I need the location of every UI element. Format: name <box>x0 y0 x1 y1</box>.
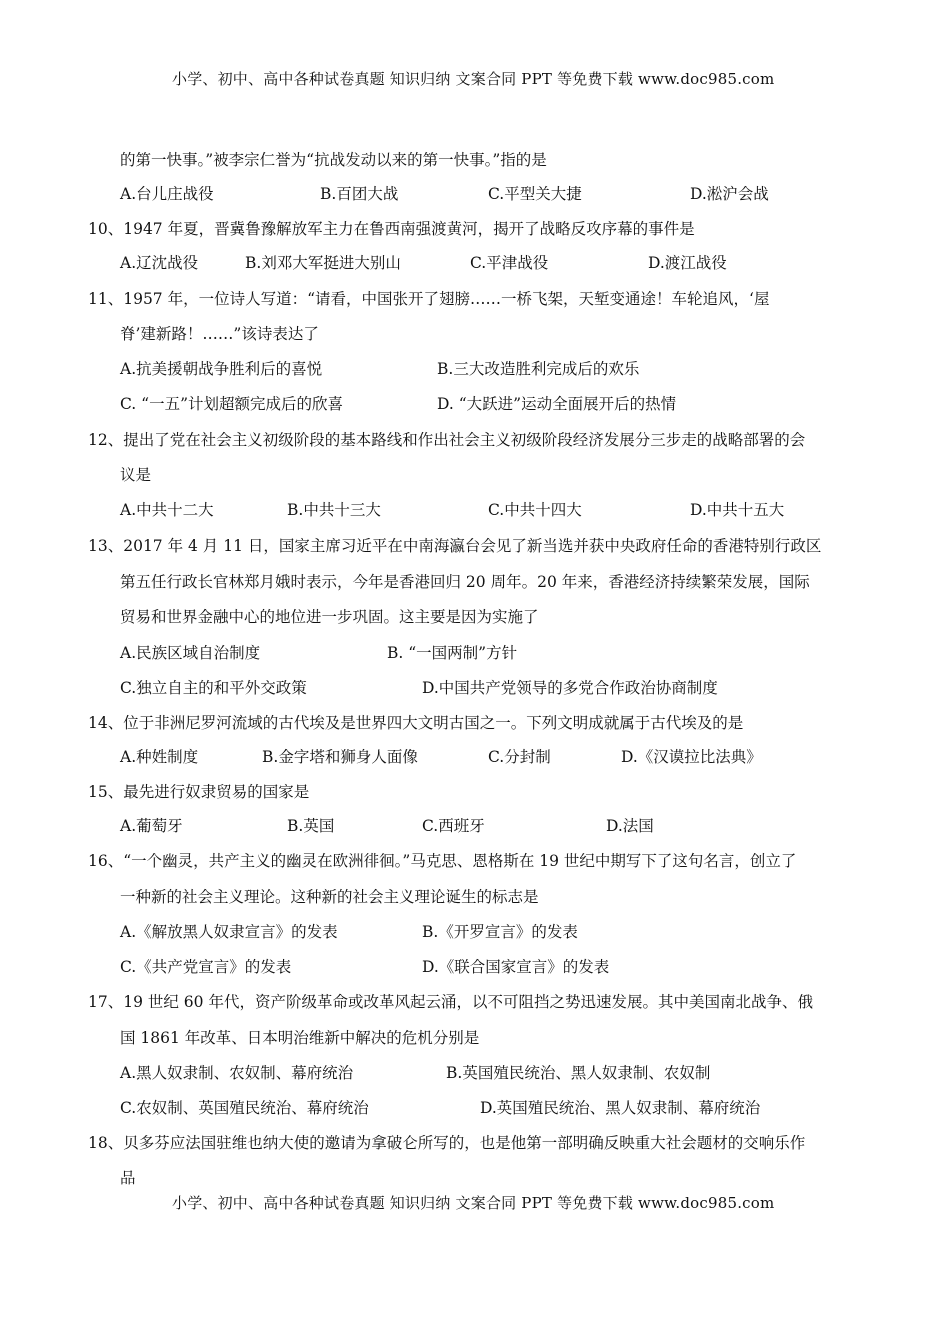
q15-stem: 15、最先进行奴隶贸易的国家是 <box>88 783 310 801</box>
q15-option-a: A.葡萄牙 <box>120 817 183 835</box>
q11-stem: 11、1957 年，一位诗人写道：“请看，中国张开了翅膀……一桥飞架，天堑变通途！车轮追风，‘屋 <box>88 290 770 308</box>
q14-option-d: D.《汉谟拉比法典》 <box>621 748 762 766</box>
q12-option-b: B.中共十三大 <box>287 501 381 519</box>
q12-stem-cont: 议是 <box>120 466 152 484</box>
q12-option-a: A.中共十二大 <box>120 501 214 519</box>
q17-option-a: A.黑人奴隶制、农奴制、幕府统治 <box>120 1064 354 1082</box>
q10-option-b: B.刘邓大军挺进大别山 <box>245 254 401 272</box>
q13-stem: 13、2017 年 4 月 11 日，国家主席习近平在中南海瀛台会见了新当选并获中央政府任命的香港特别行政区 <box>88 537 822 555</box>
q14-option-c: C.分封制 <box>488 748 551 766</box>
q11-option-a: A.抗美援朝战争胜利后的喜悦 <box>120 360 323 378</box>
q16-option-a: A.《解放黑人奴隶宣言》的发表 <box>120 923 338 941</box>
q13-option-a: A.民族区域自治制度 <box>120 644 261 662</box>
q10-stem: 10、1947 年夏，晋冀鲁豫解放军主力在鲁西南强渡黄河，揭开了战略反攻序幕的事件是 <box>88 220 695 238</box>
q13-option-d: D.中国共产党领导的多党合作政治协商制度 <box>422 679 718 697</box>
q16-stem: 16、“一个幽灵，共产主义的幽灵在欧洲徘徊。”马克思、恩格斯在 19 世纪中期写下了这句名言，创立了 <box>88 852 797 870</box>
q12-option-c: C.中共十四大 <box>488 501 582 519</box>
q14-stem: 14、位于非洲尼罗河流域的古代埃及是世界四大文明古国之一。下列文明成就属于古代埃及的是 <box>88 714 744 732</box>
q12-option-d: D.中共十五大 <box>690 501 785 519</box>
q15-option-b: B.英国 <box>287 817 335 835</box>
q15-option-d: D.法国 <box>606 817 654 835</box>
q15-option-c: C.西班牙 <box>422 817 485 835</box>
q11-option-b: B.三大改造胜利完成后的欢乐 <box>437 360 640 378</box>
q14-option-b: B.金字塔和狮身人面像 <box>262 748 418 766</box>
q13-option-c: C.独立自主的和平外交政策 <box>120 679 307 697</box>
q10-option-d: D.渡江战役 <box>648 254 727 272</box>
q9-option-a: A.台儿庄战役 <box>120 185 214 203</box>
q11-option-d: D. “大跃进”运动全面展开后的热情 <box>437 395 677 413</box>
q16-option-b: B.《开罗宣言》的发表 <box>422 923 578 941</box>
q10-option-c: C.平津战役 <box>470 254 549 272</box>
q9-stem: 的第一快事。”被李宗仁誉为“抗战发动以来的第一快事。”指的是 <box>120 151 547 169</box>
page-footer: 小学、初中、高中各种试卷真题 知识归纳 文案合同 PPT 等免费下载 www.doc985.com <box>172 1194 775 1212</box>
q12-stem: 12、提出了党在社会主义初级阶段的基本路线和作出社会主义初级阶段经济发展分三步走的战略部署的会 <box>88 431 806 449</box>
q11-stem-cont: 脊’建新路！……”该诗表达了 <box>120 325 319 343</box>
q18-stem: 18、贝多芬应法国驻维也纳大使的邀请为拿破仑所写的，也是他第一部明确反映重大社会题材的交响乐作 <box>88 1134 806 1152</box>
q13-stem-cont-2: 贸易和世界金融中心的地位进一步巩固。这主要是因为实施了 <box>120 608 539 626</box>
q9-option-b: B.百团大战 <box>320 185 399 203</box>
q17-option-b: B.英国殖民统治、黑人奴隶制、农奴制 <box>446 1064 711 1082</box>
q16-option-c: C.《共产党宣言》的发表 <box>120 958 292 976</box>
q17-stem-cont: 国 1861 年改革、日本明治维新中解决的危机分别是 <box>120 1029 480 1047</box>
q17-option-d: D.英国殖民统治、黑人奴隶制、幕府统治 <box>480 1099 761 1117</box>
q11-option-c: C. “一五”计划超额完成后的欣喜 <box>120 395 344 413</box>
q9-option-c: C.平型关大捷 <box>488 185 582 203</box>
q13-stem-cont-1: 第五任行政长官林郑月娥时表示，今年是香港回归 20 周年。20 年来，香港经济持续繁荣发展，国际 <box>120 573 810 591</box>
page-header: 小学、初中、高中各种试卷真题 知识归纳 文案合同 PPT 等免费下载 www.doc985.com <box>172 70 775 88</box>
q17-stem: 17、19 世纪 60 年代，资产阶级革命或改革风起云涌，以不可阻挡之势迅速发展。其中美国南北战争、俄 <box>88 993 813 1011</box>
q16-stem-cont: 一种新的社会主义理论。这种新的社会主义理论诞生的标志是 <box>120 888 539 906</box>
q13-option-b: B. “一国两制”方针 <box>387 644 518 662</box>
q9-option-d: D.淞沪会战 <box>690 185 769 203</box>
q17-option-c: C.农奴制、英国殖民统治、幕府统治 <box>120 1099 369 1117</box>
q18-stem-cont: 品 <box>120 1169 136 1187</box>
q14-option-a: A.种姓制度 <box>120 748 199 766</box>
q10-option-a: A.辽沈战役 <box>120 254 199 272</box>
q16-option-d: D.《联合国家宣言》的发表 <box>422 958 610 976</box>
